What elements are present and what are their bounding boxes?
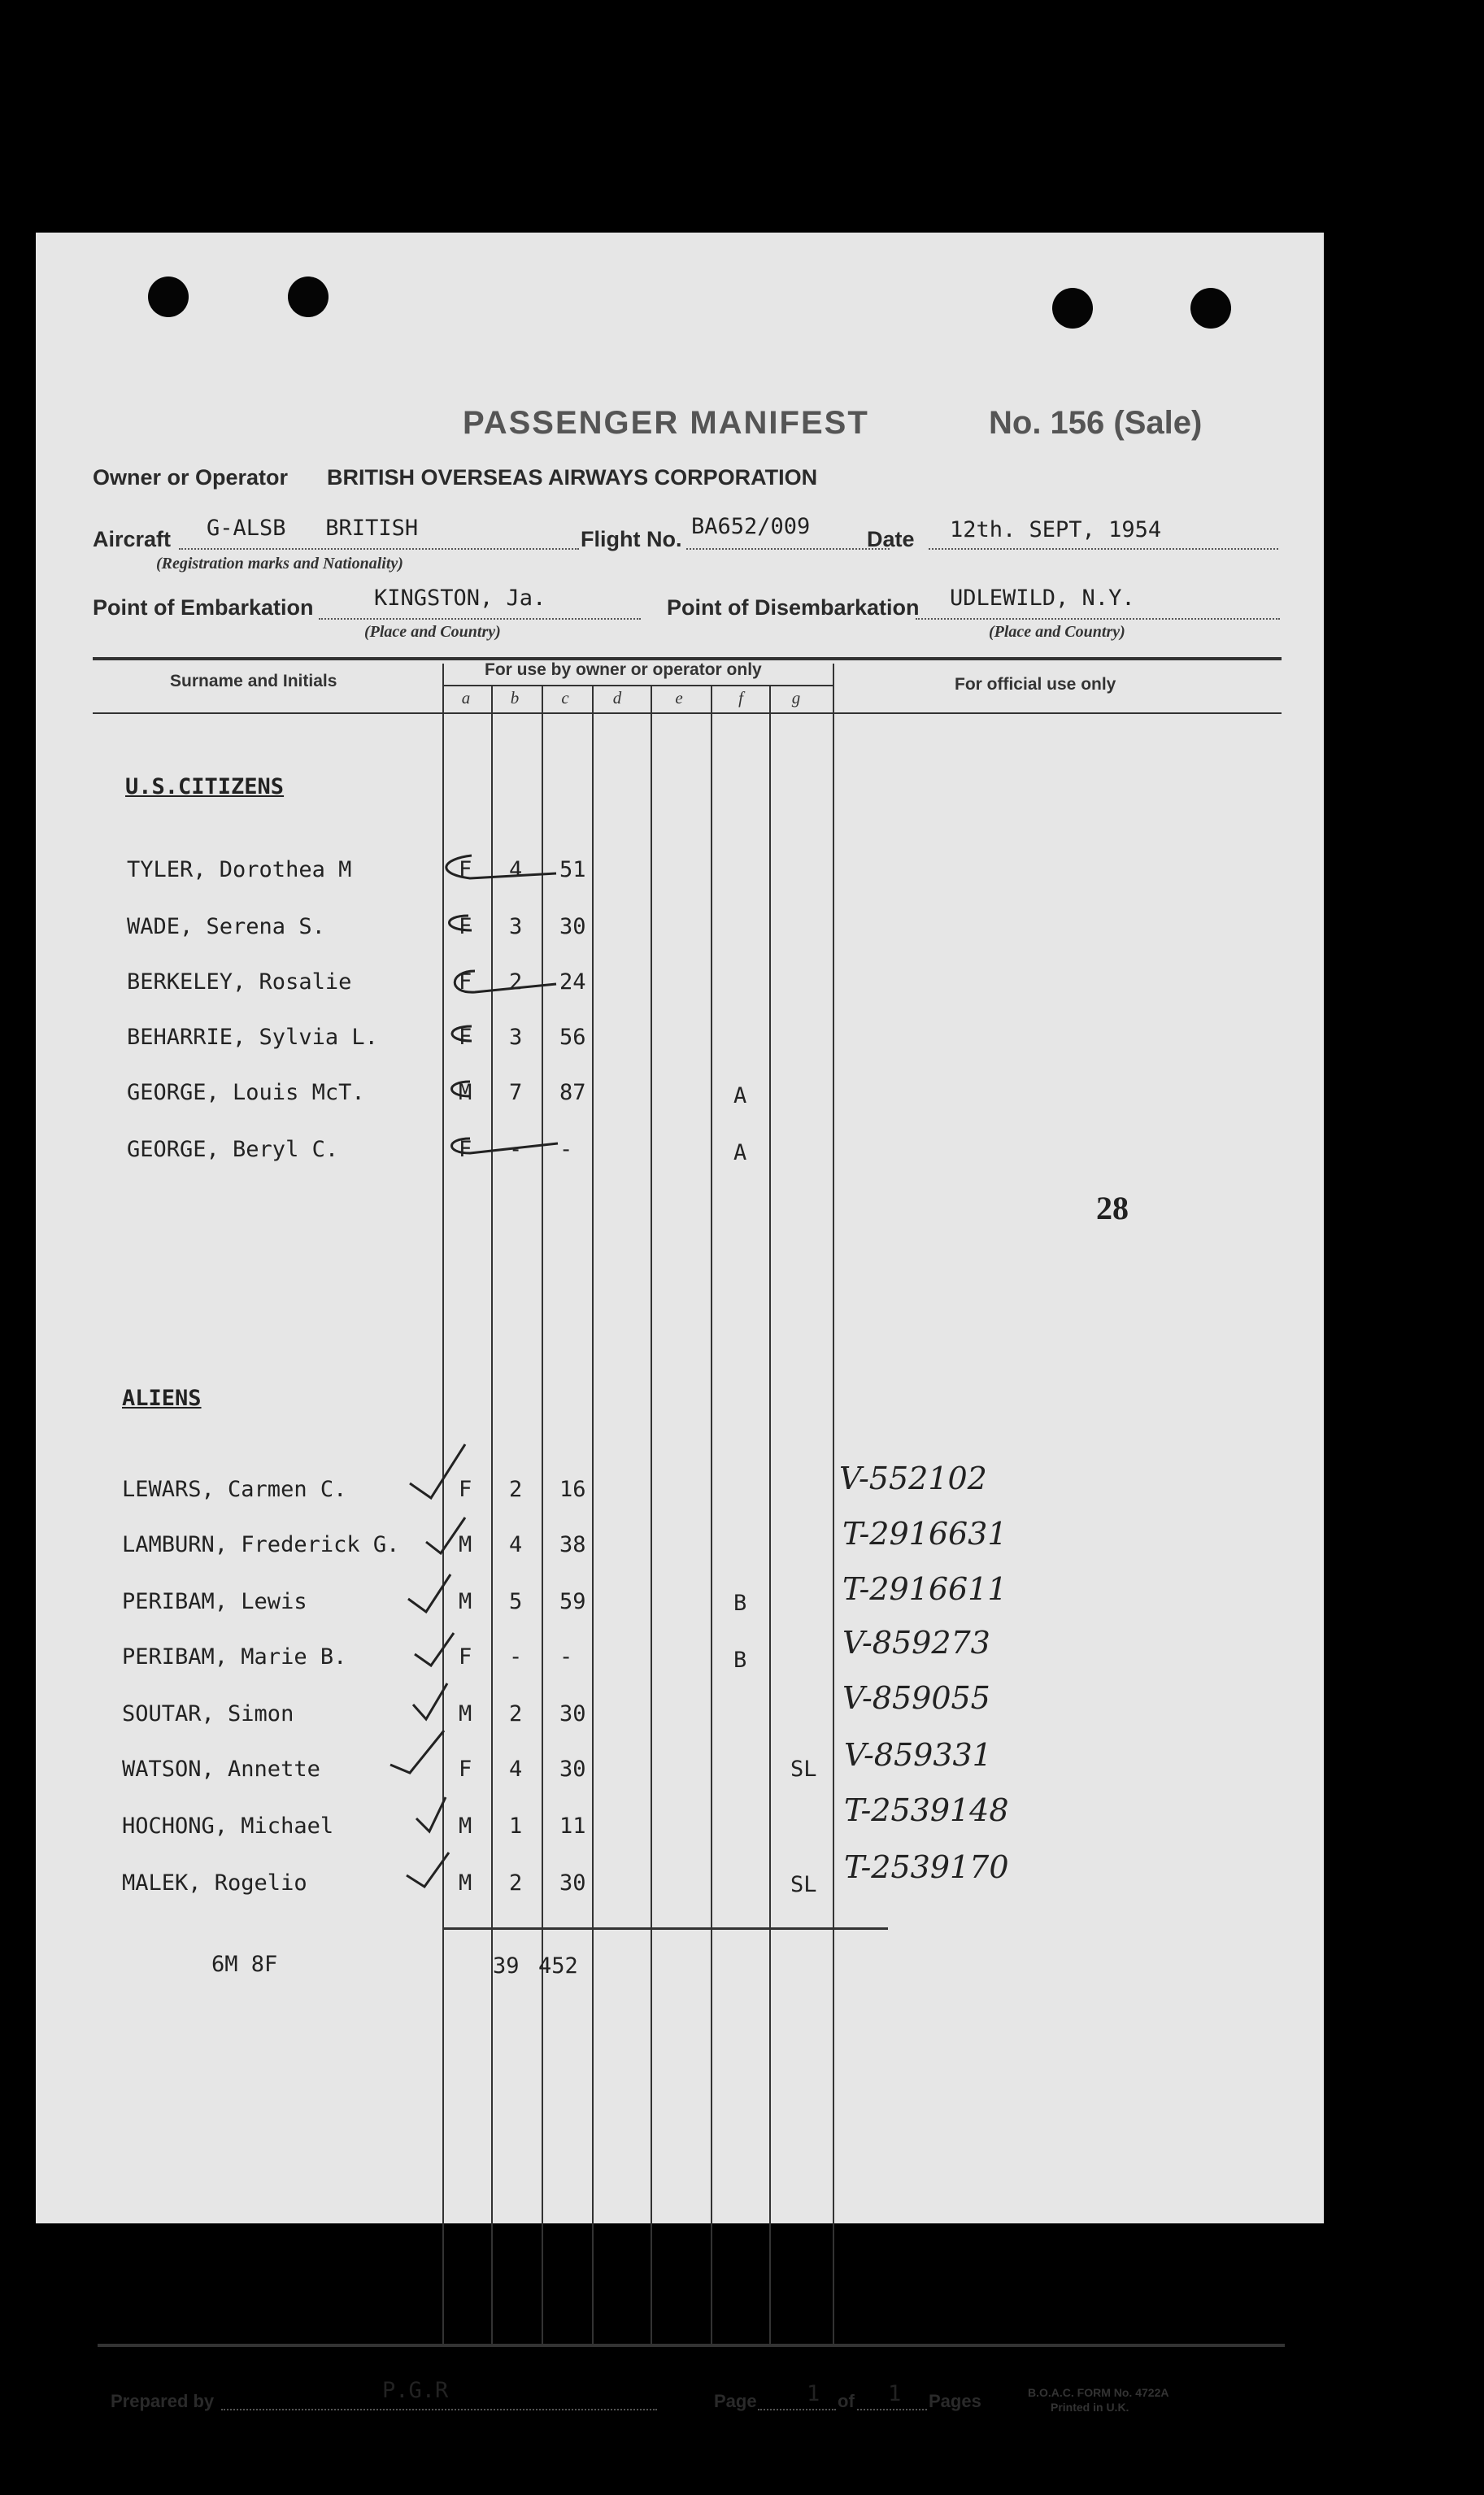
cell-g: SL bbox=[790, 1872, 817, 1897]
official-number: T-2539148 bbox=[844, 1792, 1009, 1828]
owner-label: Owner or Operator bbox=[93, 465, 289, 490]
cell-c: 30 bbox=[559, 1870, 586, 1896]
of-label: of bbox=[838, 2391, 855, 2411]
cell-a: M bbox=[459, 1701, 472, 1726]
owner-value: BRITISH OVERSEAS AIRWAYS CORPORATION bbox=[327, 465, 818, 490]
cell-c: 51 bbox=[559, 857, 586, 882]
cell-a: M bbox=[459, 1532, 472, 1557]
disembark-note: (Place and Country) bbox=[989, 623, 1125, 641]
official-number: V-859055 bbox=[842, 1680, 990, 1716]
side-number: 28 bbox=[1096, 1190, 1129, 1226]
section-us-citizens: U.S.CITIZENS bbox=[125, 774, 285, 799]
cell-b: 1 bbox=[509, 1814, 523, 1839]
col-surname-header: Surname and Initials bbox=[170, 672, 337, 690]
page-value: 1 bbox=[807, 2381, 820, 2406]
cell-b: 4 bbox=[509, 857, 523, 882]
cell-c: 87 bbox=[559, 1080, 586, 1105]
subcol-d: d bbox=[612, 688, 622, 708]
official-number: T-2916611 bbox=[842, 1571, 1007, 1607]
official-number: V-859273 bbox=[842, 1625, 990, 1661]
section-aliens: ALIENS bbox=[122, 1386, 202, 1411]
cell-a: M bbox=[459, 1814, 472, 1839]
cell-b: 7 bbox=[509, 1080, 523, 1105]
cell-c: 24 bbox=[559, 969, 586, 995]
passenger-name: WATSON, Annette bbox=[122, 1757, 320, 1782]
form-printed: Printed in U.K. bbox=[1051, 2401, 1129, 2414]
cell-a: F bbox=[459, 1137, 472, 1162]
cell-c: 11 bbox=[559, 1814, 586, 1839]
passenger-name: GEORGE, Louis McT. bbox=[127, 1080, 365, 1105]
totals-label: 6M 8F bbox=[211, 1952, 278, 1977]
aircraft-note: (Registration marks and Nationality) bbox=[156, 555, 403, 573]
cell-b: 5 bbox=[509, 1589, 523, 1614]
cell-a: F bbox=[459, 857, 472, 882]
subcol-c: c bbox=[561, 688, 569, 708]
subcol-a: a bbox=[461, 688, 471, 708]
prepared-label: Prepared by bbox=[111, 2391, 215, 2411]
official-number: T-2916631 bbox=[842, 1516, 1007, 1552]
cell-b: 4 bbox=[509, 1757, 523, 1782]
official-number: V-552102 bbox=[839, 1461, 987, 1496]
embark-value: KINGSTON, Ja. bbox=[374, 586, 546, 611]
cell-a: F bbox=[459, 914, 472, 939]
passenger-name: SOUTAR, Simon bbox=[122, 1701, 294, 1726]
passenger-name: PERIBAM, Lewis bbox=[122, 1589, 307, 1614]
passenger-name: LAMBURN, Frederick G. bbox=[122, 1532, 400, 1557]
cell-c: 16 bbox=[559, 1477, 586, 1502]
cell-b: 4 bbox=[509, 1532, 523, 1557]
flight-value: BA652/009 bbox=[691, 514, 811, 539]
disembark-value: UDLEWILD, N.Y. bbox=[950, 586, 1135, 611]
date-value: 12th. SEPT, 1954 bbox=[950, 517, 1162, 542]
passenger-name: MALEK, Rogelio bbox=[122, 1870, 307, 1896]
form-number: B.O.A.C. FORM No. 4722A bbox=[1028, 2386, 1169, 2399]
cell-f: A bbox=[733, 1140, 747, 1165]
cell-a: F bbox=[459, 1757, 472, 1782]
total-c: 452 bbox=[538, 1953, 578, 1979]
official-number: V-859331 bbox=[844, 1737, 992, 1773]
cell-c: 38 bbox=[559, 1532, 586, 1557]
subcol-e: e bbox=[675, 688, 683, 708]
aircraft-value: G-ALSB BRITISH bbox=[207, 516, 419, 541]
tick-marks bbox=[36, 233, 1324, 2223]
manifest-page bbox=[36, 233, 1324, 2414]
cell-b: 3 bbox=[509, 1025, 523, 1050]
cell-b: - bbox=[509, 1644, 523, 1670]
passenger-name: TYLER, Dorothea M bbox=[127, 857, 352, 882]
cell-c: - bbox=[559, 1137, 573, 1162]
pages-label: Pages bbox=[929, 2391, 981, 2411]
cell-a: M bbox=[459, 1589, 472, 1614]
cell-a: F bbox=[459, 969, 472, 995]
passenger-name: BERKELEY, Rosalie bbox=[127, 969, 352, 995]
manifest-title: PASSENGER MANIFEST bbox=[463, 405, 869, 441]
cell-b: 2 bbox=[509, 1870, 523, 1896]
cell-c: 56 bbox=[559, 1025, 586, 1050]
manifest-number: No. 156 (Sale) bbox=[989, 405, 1203, 441]
aircraft-label: Aircraft bbox=[93, 527, 172, 551]
subcol-f: f bbox=[738, 688, 743, 708]
cell-b: - bbox=[509, 1137, 523, 1162]
cell-b: 2 bbox=[509, 1701, 523, 1726]
cell-f: A bbox=[733, 1083, 747, 1108]
cell-a: M bbox=[459, 1870, 472, 1896]
cell-g: SL bbox=[790, 1757, 817, 1782]
cell-f: B bbox=[733, 1591, 747, 1616]
passenger-name: GEORGE, Beryl C. bbox=[127, 1137, 339, 1162]
cell-a: F bbox=[459, 1477, 472, 1502]
total-b: 39 bbox=[493, 1953, 520, 1979]
cell-a: F bbox=[459, 1644, 472, 1670]
cell-c: 59 bbox=[559, 1589, 586, 1614]
flight-label: Flight No. bbox=[581, 527, 682, 551]
cell-b: 2 bbox=[509, 969, 523, 995]
cell-c: - bbox=[559, 1644, 573, 1670]
passenger-name: HOCHONG, Michael bbox=[122, 1814, 334, 1839]
date-label: Date bbox=[867, 527, 915, 551]
cell-b: 3 bbox=[509, 914, 523, 939]
passenger-name: WADE, Serena S. bbox=[127, 914, 325, 939]
subcol-g: g bbox=[791, 688, 801, 708]
disembark-label: Point of Disembarkation bbox=[667, 595, 920, 620]
cell-b: 2 bbox=[509, 1477, 523, 1502]
prepared-value: P.G.R bbox=[382, 2378, 449, 2403]
official-number: T-2539170 bbox=[844, 1849, 1009, 1885]
cell-a: F bbox=[459, 1025, 472, 1050]
embark-label: Point of Embarkation bbox=[93, 595, 314, 620]
passenger-name: LEWARS, Carmen C. bbox=[122, 1477, 347, 1502]
cell-f: B bbox=[733, 1648, 747, 1673]
col-official-header: For official use only bbox=[955, 675, 1116, 694]
cell-c: 30 bbox=[559, 1757, 586, 1782]
embark-note: (Place and Country) bbox=[364, 623, 501, 641]
passenger-name: BEHARRIE, Sylvia L. bbox=[127, 1025, 378, 1050]
cell-c: 30 bbox=[559, 1701, 586, 1726]
col-owner-header: For use by owner or operator only bbox=[485, 660, 762, 679]
cell-c: 30 bbox=[559, 914, 586, 939]
passenger-name: PERIBAM, Marie B. bbox=[122, 1644, 347, 1670]
cell-a: M bbox=[459, 1080, 472, 1105]
page-label: Page bbox=[714, 2391, 757, 2411]
pages-value: 1 bbox=[888, 2381, 902, 2406]
subcol-b: b bbox=[510, 688, 520, 708]
